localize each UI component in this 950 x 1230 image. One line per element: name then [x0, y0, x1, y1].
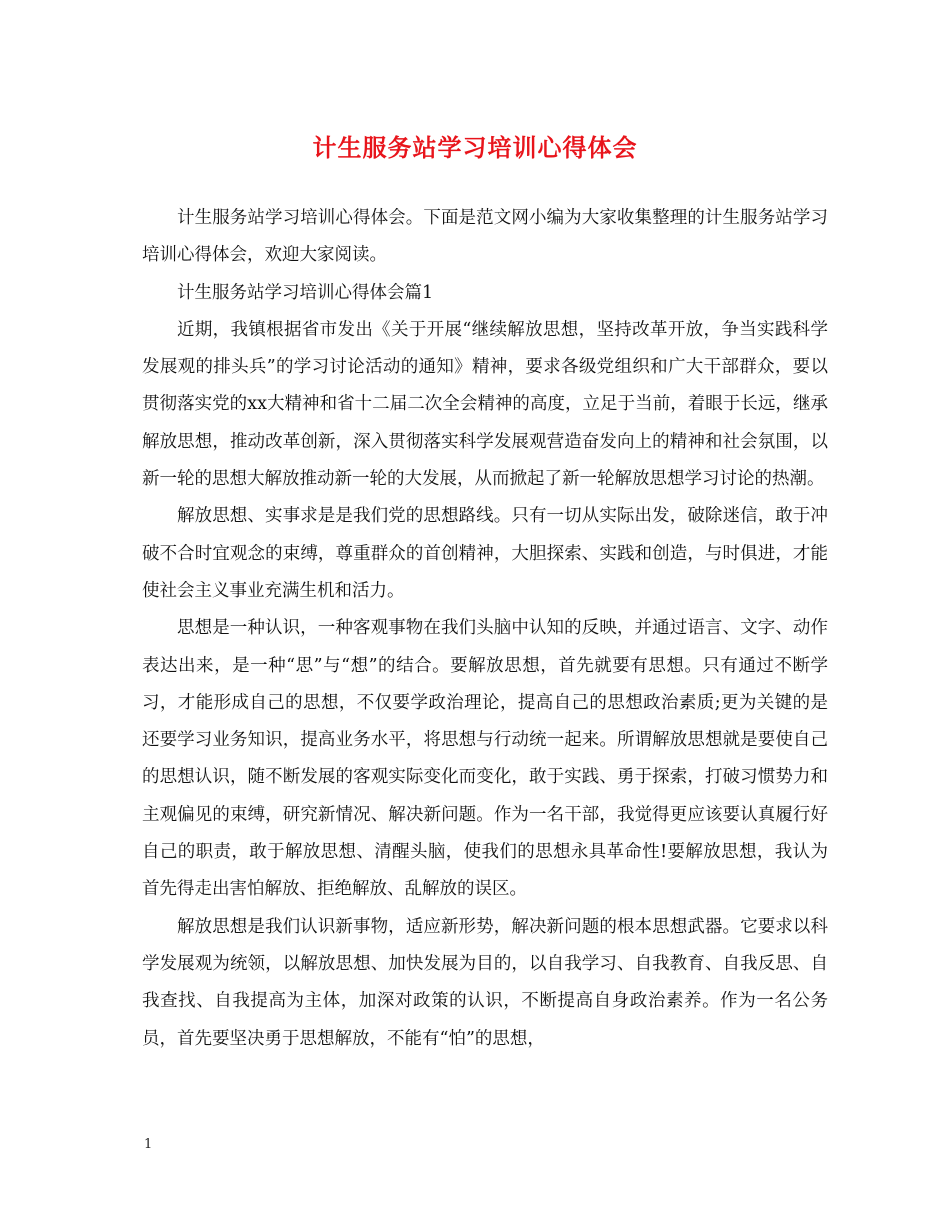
body-paragraph: 思想是一种认识，一种客观事物在我们头脑中认知的反映，并通过语言、文字、动作表达出来，是一种“思”与“想”的结合。要解放思想，首先就要有思想。只有通过不断学习，才能形成自己的思想，不仅要学政治理论，提高自己的思想政治素质;更为关键的是还要学习业务知识，提高业务水平，将思想与行动统一起来。所谓解放思想就是要使自己的思想认识，随不断发展的客观实际变化而变化，敢于实践、勇于探索，打破习惯势力和主观偏见的束缚，研究新情况、解决新问题。作为一名干部，我觉得更应该要认真履行好自己的职责，敢于解放思想、清醒头脑，使我们的思想永具革命性!要解放思想，我认为首先得走出害怕解放、拒绝解放、乱解放的误区。	[142, 618, 828, 900]
intro-paragraph: 计生服务站学习培训心得体会。下面是范文网小编为大家收集整理的计生服务站学习培训心得体会，欢迎大家阅读。	[142, 208, 828, 266]
document-title: 计生服务站学习培训心得体会	[312, 133, 638, 162]
body-paragraph: 近期，我镇根据省市发出《关于开展“继续解放思想，坚持改革开放，争当实践科学发展观的排头兵”的学习讨论活动的通知》精神，要求各级党组织和广大干部群众，要以贯彻落实党的xx大精神和省十二届二次全会精神的高度，立足于当前，着眼于长远，继承解放思想，推动改革创新，深入贯彻落实科学发展观营造奋发向上的精神和社会氛围，以新一轮的思想大解放推动新一轮的大发展，从而掀起了新一轮解放思想学习讨论的热潮。	[142, 319, 828, 490]
section-heading: 计生服务站学习培训心得体会篇1	[177, 282, 434, 303]
page-number: 1	[144, 1137, 153, 1152]
body-paragraph: 解放思想、实事求是是我们党的思想路线。只有一切从实际出发，破除迷信，敢于冲破不合时宜观念的束缚，尊重群众的首创精神，大胆探索、实践和创造，与时俱进，才能使社会主义事业充满生机和活力。	[142, 506, 828, 601]
body-paragraph: 解放思想是我们认识新事物，适应新形势，解决新问题的根本思想武器。它要求以科学发展观为统领，以解放思想、加快发展为目的，以自我学习、自我教育、自我反思、自我查找、自我提高为主体，加深对政策的认识，不断提高自身政治素养。作为一名公务员，首先要坚决勇于思想解放，不能有“怕”的思想，	[142, 916, 828, 1049]
document-body	[142, 200, 828, 1058]
